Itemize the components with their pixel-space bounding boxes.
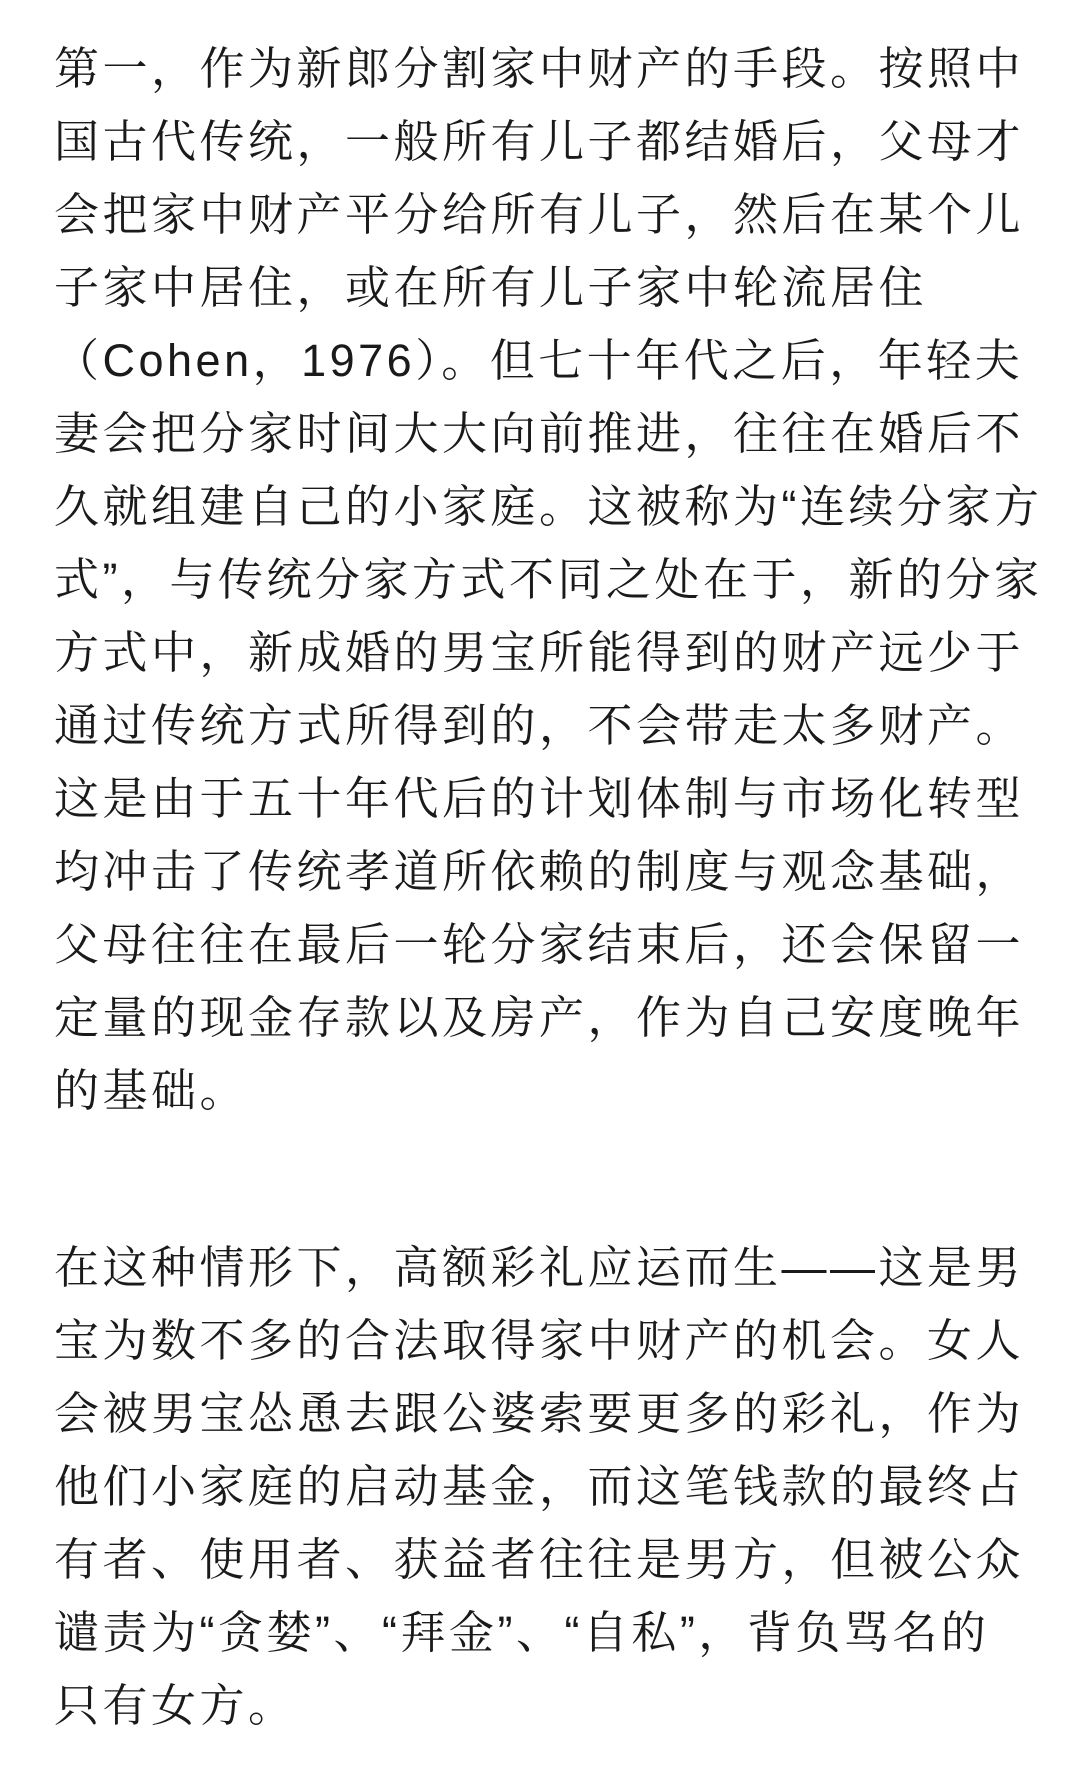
text-line: 只有女方。 bbox=[54, 1680, 297, 1731]
paragraph-division-of-property bbox=[54, 32, 1043, 1127]
text-line: 的基础。 bbox=[54, 1065, 249, 1116]
text-line: 会被男宝怂恿去跟公婆索要更多的彩礼，作为 bbox=[54, 1388, 1025, 1439]
text-line: 这是由于五十年代后的计划体制与市场化转型 bbox=[54, 773, 1025, 824]
paragraph-bride-price bbox=[54, 1231, 1040, 1742]
text-line: 会把家中财产平分给所有儿子，然后在某个儿 bbox=[54, 189, 1025, 240]
text-line: （Cohen，1976）。但七十年代之后，年轻夫 bbox=[54, 335, 1024, 386]
text-line: 方式中，新成婚的男宝所能得到的财产远少于 bbox=[54, 627, 1025, 678]
text-line: 宝为数不多的合法取得家中财产的机会。女人 bbox=[54, 1315, 1025, 1366]
text-line: 在这种情形下，高额彩礼应运而生——这是男 bbox=[54, 1242, 1025, 1293]
text-line: 他们小家庭的启动基金，而这笔钱款的最终占 bbox=[54, 1461, 1025, 1512]
text-line: 均冲击了传统孝道所依赖的制度与观念基础， bbox=[54, 846, 1025, 897]
text-line: 谴责为“贪婪”、“拜金”、“自私”，背负骂名的 bbox=[54, 1607, 990, 1658]
text-line: 通过传统方式所得到的，不会带走太多财产。 bbox=[54, 700, 1025, 751]
text-line: 子家中居住，或在所有儿子家中轮流居住 bbox=[54, 262, 928, 313]
text-line: 定量的现金存款以及房产，作为自己安度晚年 bbox=[54, 992, 1025, 1043]
text-line: 妻会把分家时间大大向前推进，往往在婚后不 bbox=[54, 408, 1025, 459]
text-line: 久就组建自己的小家庭。这被称为“连续分家方 bbox=[54, 481, 1043, 532]
text-line: 国古代传统，一般所有儿子都结婚后，父母才 bbox=[54, 116, 1025, 167]
text-line: 父母往往在最后一轮分家结束后，还会保留一 bbox=[54, 919, 1025, 970]
text-line: 有者、使用者、获益者往往是男方，但被公众 bbox=[54, 1534, 1025, 1585]
text-line: 式”，与传统分家方式不同之处在于，新的分家 bbox=[54, 554, 1043, 605]
text-line: 第一，作为新郎分割家中财产的手段。按照中 bbox=[54, 43, 1025, 94]
